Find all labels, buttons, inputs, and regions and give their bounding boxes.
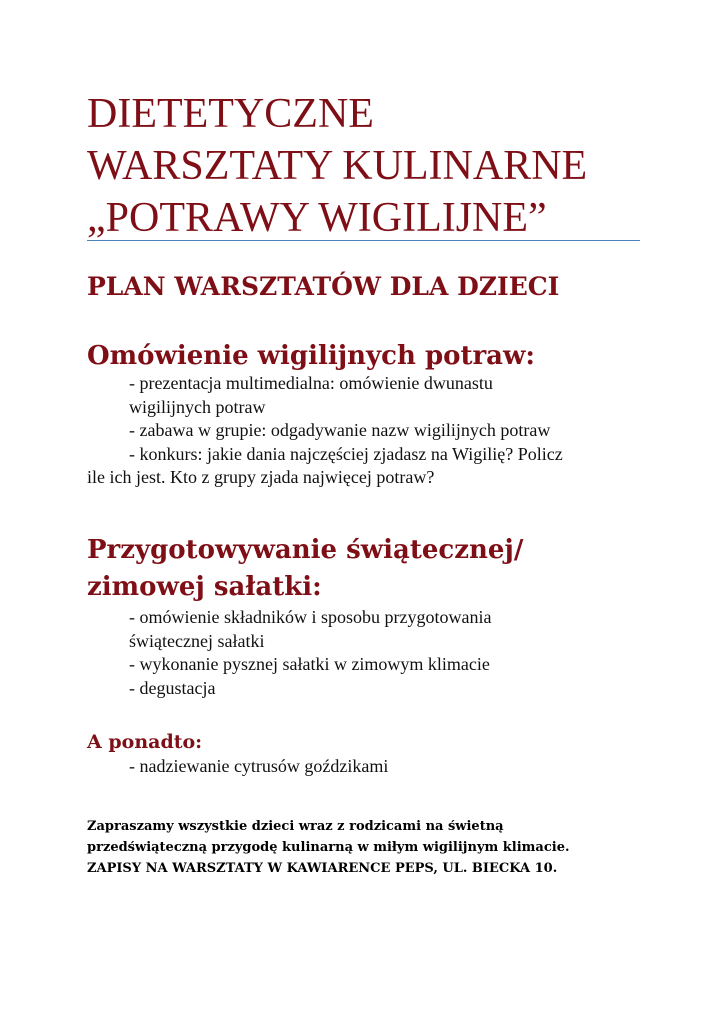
list-item <box>129 419 649 443</box>
list-item-line: - degustacja <box>129 677 216 698</box>
heading-line: zimowej sałatki: <box>87 572 322 602</box>
footer-line: ZAPISY NA WARSZTATY W KAWIARENCE PEPS, UL. BIECKA 10. <box>87 861 558 876</box>
list-item-line: - prezentacja multimedialna: omówienie dwunastu <box>129 373 493 393</box>
section-items-dish-discussion <box>87 372 649 490</box>
list-item-line: świątecznej sałatki <box>129 630 265 651</box>
list-item-line: - zabawa w grupie: odgadywanie nazw wigilijnych potraw <box>129 420 551 440</box>
list-item-line: - nadziewanie cytrusów goździkami <box>129 756 389 776</box>
list-item <box>129 653 649 677</box>
heading-line: A ponadto: <box>87 731 203 753</box>
section-items-additionally <box>129 755 649 779</box>
list-item <box>129 372 649 419</box>
title-line: „POTRAWY WIGILIJNE” <box>87 195 547 241</box>
list-item-line: - wykonanie pysznej sałatki w zimowym klimacie <box>129 654 490 674</box>
list-item-line: - konkurs: jakie dania najczęściej zjadasz na Wigilię? Policz <box>129 443 563 464</box>
title-line: WARSZTATY KULINARNE <box>87 143 588 189</box>
list-item-line: - omówienie składników i sposobu przygotowania <box>129 607 492 627</box>
list-item-line: wigilijnych potraw <box>129 396 266 417</box>
invitation-footer <box>87 816 647 879</box>
heading-line: Przygotowywanie świątecznej/ <box>87 535 524 565</box>
list-item <box>129 677 649 701</box>
section-heading-salad-preparation <box>87 532 523 606</box>
title-line: DIETETYCZNE <box>87 91 374 137</box>
section-items-salad-preparation <box>129 606 649 700</box>
list-item <box>87 443 649 490</box>
heading-line: Omówienie wigilijnych potraw: <box>87 341 536 371</box>
footer-line: Zapraszamy wszystkie dzieci wraz z rodzicami na świetną <box>87 819 504 834</box>
section-heading-dish-discussion <box>87 338 535 375</box>
list-item-line: ile ich jest. Kto z grupy zjada najwięcej potraw? <box>87 467 435 487</box>
list-item <box>129 755 649 779</box>
section-heading-additionally <box>87 729 202 755</box>
document-title <box>87 88 647 244</box>
title-underline-rule <box>87 240 640 241</box>
footer-line: przedświąteczną przygodę kulinarną w miłym wigilijnym klimacie. <box>87 840 570 855</box>
list-item <box>129 606 649 653</box>
plan-subtitle: PLAN WARSZTATÓW DLA DZIECI <box>87 272 560 301</box>
